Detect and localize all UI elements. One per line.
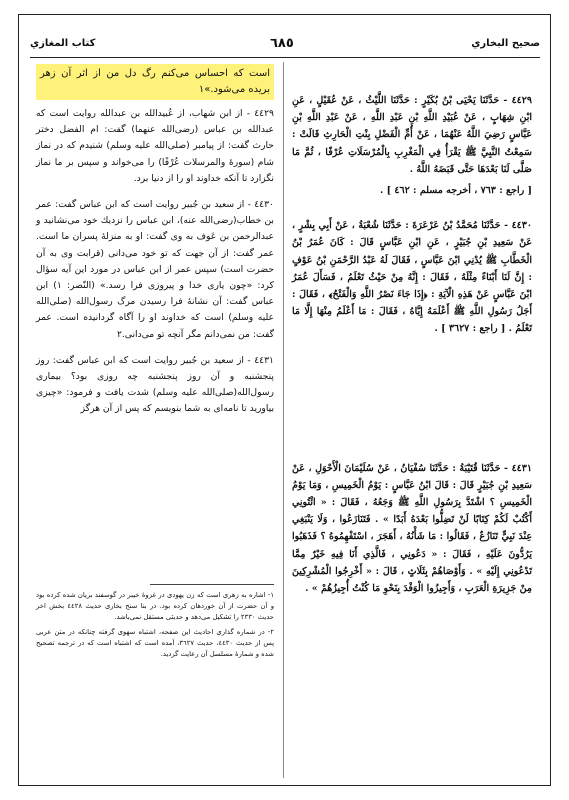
header-book-left: كتاب المغازي [30,38,96,49]
header-book-right: صحيح البخاري [471,38,540,49]
translation-4429: ٤٤٢٩ - از ابن شهاب، از عُبيدالله بن عبدالله روايت است كه عبدالله بن عباس (رضى‌الله عنهما) گفت: ام الفضل دختر حارث گفت: از پيامبر (صلى‌الله عليه وسلم) شنيدم كه در نماز شام (سورهٔ والمرسلات عُرْفًا) را مى‌خواند و سپس بر ما نماز نگزارد تا آنكه خداوند او را از دنيا برد. [36,108,274,184]
page-header [30,36,540,56]
arabic-text-column [292,92,532,601]
hadith-4429: ٤٤٢٩ - حَدَّثَنَا يَحْيَى بْنُ بُكَيْرٍ : حَدَّثَنَا اللَّيْثُ ، عَنْ عُقَيْلٍ ، عَنِ ابْنِ شِهَابٍ ، عَنْ عُبَيْدِ اللَّهِ بْنِ عَبْدِ اللَّهِ ، عَنْ عَبْدِ اللَّهِ بْنِ عَبَّاسٍ رَضِيَ اللَّهُ عَنْهُمَا ، عَنْ أُمِّ الْفَضْلِ بِنْتِ الْحَارِثِ قَالَتْ : سَمِعْتُ النَّبِيَّ ﷺ يَقْرَأُ فِي الْمَغْرِبِ بِالْمُرْسَلَاتِ عُرْفًا ، ثُمَّ مَا صَلَّى لَنَا بَعْدَهَا حَتَّى قَبَضَهُ اللَّهُ . [292,95,532,175]
translation-4430: ٤٤٣٠ - از سعيد بن جُبير روايت است كه ابن عباس گفت: عمر بن خطاب(رضى‌الله عنه)، ابن عباس را نزديك خود مى‌نشانيد و عبدالرحمن بن عَوف به وى گفت: او به منزلهٔ پسران ما است. عمر گفت: از آن جهت كه تو خود مى‌دانى (قرابت وى به آن حضرت است) سپس عمر از ابن عباس در مورد اين آيه سؤال كرد: «چون يارى خدا و پيروزى فرا رسد.» (النّصر: ١) ابن عباس گفت: آن نشانهٔ فرا رسيدن مرگ رسول‌الله (صلى‌الله عليه وسلم) است كه خداوند او را آگاه گردانيده است. عمر گفت: من نمى‌دانم مگر آنچه تو مى‌دانى.٢ [36,199,275,340]
footnote-2: ٢- در شماره گذارى احاديث اين صفحه، اشتباه سهوى گرفته چنانكه در متن عربى پس از حديث ٤٤٣٠، حديث ٣٦٢٧، آمده است كه اشتباه است كه در ترجمه تصحيح شده و شمارهٔ مسلسل آن رعايت گرديد. [36,628,274,658]
hadith-4431: ٤٤٣١ - حَدَّثَنَا قُتَيْبَةُ : حَدَّثَنَا سُفْيَانُ ، عَنْ سُلَيْمَانَ الْأَحْوَلِ ، عَنْ سَعِيدِ بْنِ جُبَيْرٍ قَالَ : قَالَ ابْنُ عَبَّاسٍ : يَوْمُ الْخَمِيسِ ، وَمَا يَوْمُ الْخَمِيسِ ؟ اشْتَدَّ بِرَسُولِ اللَّهِ ﷺ وَجَعُهُ ، فَقَالَ : « ائْتُونِي أَكْتُبْ لَكُمْ كِتَابًا لَنْ تَضِلُّوا بَعْدَهُ أَبَدًا » . فَتَنَازَعُوا ، وَلَا يَنْبَغِي عِنْدَ نَبِيٍّ تَنَازُعٌ ، فَقَالُوا : مَا شَأْنُهُ ، أَهَجَرَ ، اسْتَفْهِمُوهُ ؟ فَذَهَبُوا يَرُدُّونَ عَلَيْهِ ، فَقَالَ : « دَعُونِي ، فَالَّذِي أَنَا فِيهِ خَيْرٌ مِمَّا تَدْعُونِي إِلَيْهِ » . وَأَوْصَاهُمْ بِثَلَاثٍ ، قَالَ : « أَخْرِجُوا الْمُشْرِكِينَ مِنْ جَزِيرَةِ الْعَرَبِ ، وَأَجِيزُوا الْوَفْدَ بِنَحْوِ مَا كُنْتُ أُجِيزُهُمْ » . [292,462,532,595]
hadith-4430: ٤٤٣٠ - حَدَّثَنَا مُحَمَّدُ بْنُ عَرْعَرَةَ : حَدَّثَنَا شُعْبَةُ ، عَنْ أَبِي بِشْرٍ ، عَنْ سَعِيدِ بْنِ جُبَيْرٍ ، عَنِ ابْنِ عَبَّاسٍ قَالَ : كَانَ عُمَرُ بْنُ الْخَطَّابِ ﷺ يُدْنِي ابْنَ عَبَّاسٍ ، فَقَالَ لَهُ عَبْدُ الرَّحْمَنِ بْنُ عَوْفٍ : إِنَّ لَنَا أَبْنَاءً مِثْلَهُ ، فَقَالَ : إِنَّهُ مِنْ حَيْثُ تَعْلَمُ ، فَسَأَلَ عُمَرُ ابْنَ عَبَّاسٍ عَنْ هَذِهِ الْآيَةِ : ﴿إِذَا جَاءَ نَصْرُ اللَّهِ وَالْفَتْحُ﴾ ، فَقَالَ : أَجَلُ رَسُولِ اللَّهِ ﷺ أَعْلَمَهُ إِيَّاهُ ، فَقَالَ : مَا أَعْلَمُ مِنْهَا إِلَّا مَا تَعْلَمُ . [ راجع : ٣٦٢٧ ] . [292,220,532,335]
highlighted-passage: است كه احساس مى‌كنم رگ دل من از اثر آن زهر بريده مى‌شود.»١ [36,64,274,100]
page-number: ٦٨٥ [270,36,294,51]
footnote-rule [150,584,274,585]
footnotes [36,590,274,664]
header-rule [30,57,540,58]
footnote-1: ١- اشاره به زهرى است كه زن يهودى در غزوهٔ خيبر در گوسفند بريان شده كرده بود و آن حضرت از آن خوردهان كرده بود. در بنا سنح بخارى حديث ٤٤٢٨ بخش اخر حديث ٢٣٣٠ را تشكيل مى‌دهد و حديثى مستقل نمى‌باشد. [36,591,275,621]
hadith-4429-reference: [ راجع : ٧٦٣ ، أخرجه مسلم : ٤٦٢ ] . [379,185,532,197]
translation-4431: ٤٤٣١ - از سعيد بن جُبير روايت است كه ابن عباس گفت: روز پنجشنبه و آن روز پنجشنبه چه روزى بود؟ بيمارى رسول‌الله(صلى‌الله عليه وسلم) شدت يافت و فرمود: «چيزى بياوريد تا نامه‌اى به شما بنويسم كه پس از آن هرگز [36,354,274,415]
persian-translation-column [36,64,274,428]
column-divider [283,62,284,778]
